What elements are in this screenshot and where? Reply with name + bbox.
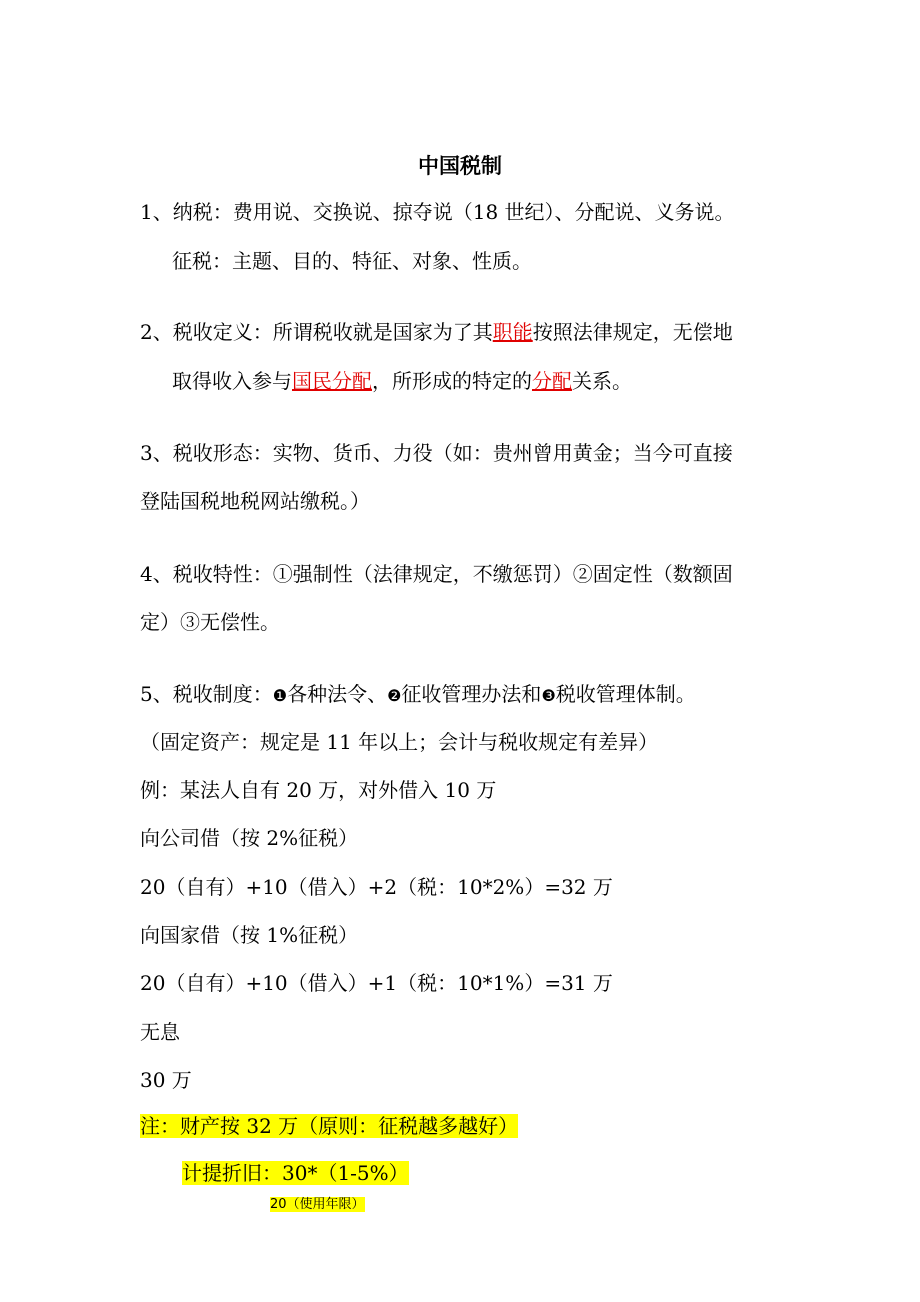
section-5-line xyxy=(140,680,696,710)
state-calc-line: 20（自有）+10（借入）+1（税：10*1%）=31 万 xyxy=(140,971,613,995)
section-2-text: ，所形成的特定的 xyxy=(372,369,532,393)
highlighted-note: 注：财产按 32 万（原则：征税越多越好） xyxy=(140,1114,519,1138)
highlight-term-guomin-fenpei: 国民分配 xyxy=(292,369,372,393)
section-5-item-1: 各种法令、 xyxy=(287,682,388,706)
highlight-term-zhineng: 职能 xyxy=(492,320,533,344)
company-borrow-line: 向公司借（按 2%征税） xyxy=(140,826,359,850)
section-4-line-2: 定）③无偿性。 xyxy=(140,610,280,634)
depreciation-line xyxy=(182,1159,409,1187)
useful-life-line xyxy=(270,1196,365,1214)
section-2-text: 关系。 xyxy=(572,369,632,393)
section-2-text: 2、税收定义：所谓税收就是国家为了其 xyxy=(140,320,493,344)
section-1-line-2: 征税：主题、目的、特征、对象、性质。 xyxy=(172,249,532,273)
highlighted-useful-life: 20（使用年限） xyxy=(270,1197,365,1212)
section-1-line-1: 1、纳税：费用说、交换说、掠夺说（18 世纪）、分配说、义务说。 xyxy=(140,200,735,224)
document-title: 中国税制 xyxy=(418,154,502,178)
no-interest-line: 无息 xyxy=(140,1020,180,1044)
section-4-line-1: 4、税收特性：①强制性（法律规定，不缴惩罚）②固定性（数额固 xyxy=(140,562,733,586)
state-borrow-line: 向国家借（按 1%征税） xyxy=(140,923,359,947)
section-2-text: 按照法律规定，无偿地 xyxy=(532,320,733,344)
example-line: 例：某法人自有 20 万，对外借入 10 万 xyxy=(140,778,497,802)
section-5-item-2: 征收管理办法和 xyxy=(401,682,542,706)
section-2-line-1 xyxy=(140,318,733,346)
fixed-asset-note: （固定资产：规定是 11 年以上；会计与税收规定有差异） xyxy=(140,730,659,754)
circled-2-icon: ❷ xyxy=(387,686,402,705)
note-line xyxy=(140,1112,518,1140)
section-5-label: 5、税收制度： xyxy=(140,682,273,706)
company-calc-line: 20（自有）+10（借入）+2（税：10*2%）=32 万 xyxy=(140,875,613,899)
section-2-text: 取得收入参与 xyxy=(172,369,292,393)
circled-1-icon: ❶ xyxy=(272,686,288,705)
section-5-item-3: 税收管理体制。 xyxy=(555,682,696,706)
highlighted-depreciation: 计提折旧：30*（1-5%） xyxy=(182,1161,409,1185)
section-2-line-2 xyxy=(172,367,632,395)
thirty-wan-line: 30 万 xyxy=(140,1068,192,1092)
circled-3-icon: ❸ xyxy=(541,686,556,705)
highlight-term-fenpei: 分配 xyxy=(532,369,572,393)
section-3-line-2: 登陆国税地税网站缴税。） xyxy=(140,489,370,513)
section-3-line-1: 3、税收形态：实物、货币、力役（如：贵州曾用黄金；当今可直接 xyxy=(140,441,733,465)
